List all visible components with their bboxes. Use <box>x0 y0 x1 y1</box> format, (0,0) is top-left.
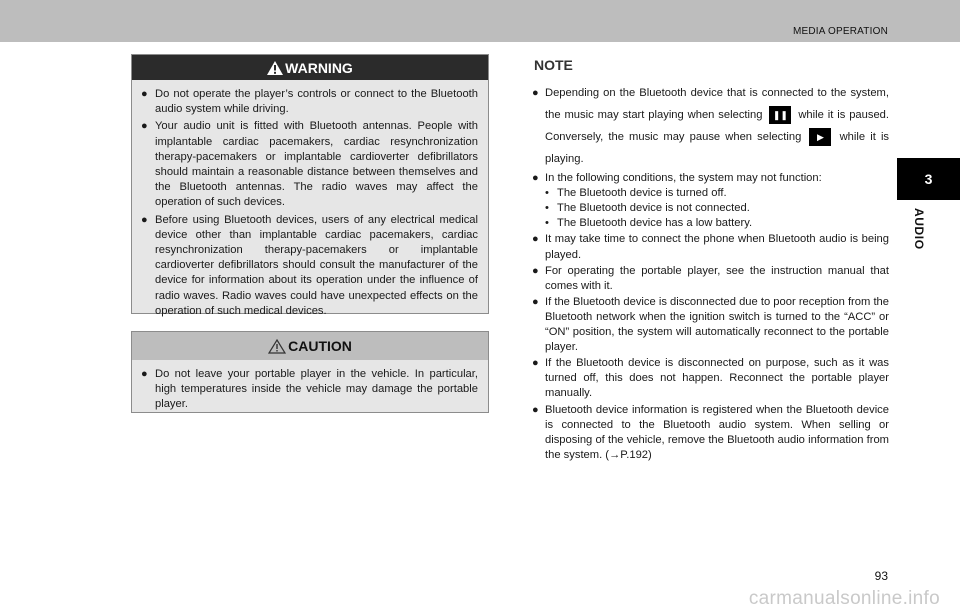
note-item: ● If the Bluetooth device is disconnected on purpose, such as it was turned off, this does not happen. Reconnect the portable player manually. <box>532 356 889 401</box>
caution-title: CAUTION <box>288 338 352 354</box>
warning-item: ● Before using Bluetooth devices, users of any electrical medical device other than implantable cardiac pacemakers, cardiac resynchronization therapy-pacemakers or implantable cardioverter defibrillators should consult the manufacturer of the device for information about its operation under the influence of radio waves. Radio waves could have unexpected effects on the operation of such medical devices. <box>141 213 478 319</box>
warning-box <box>131 54 489 317</box>
caution-box <box>131 331 489 413</box>
bullet-icon: ● <box>141 120 148 133</box>
note-item: ● Bluetooth device information is registered when the Bluetooth device is connected to the Bluetooth audio system. When selling or disposing of the vehicle, remove the Bluetooth audio information from the system. (→P.192) <box>532 403 889 463</box>
warning-item: ● Your audio unit is fitted with Bluetooth antennas. People with implantable cardiac pacemakers, cardiac resynchronization therapy-pacemakers or implantable cardioverter defibrillators should maintain a reasonable distance between themselves and the Bluetooth antennas. The radio waves may affect the operation of such devices. <box>141 119 478 210</box>
watermark: carmanualsonline.info <box>748 588 940 609</box>
warning-item: ● Do not operate the player’s controls or connect to the Bluetooth audio system while driving. <box>141 87 478 117</box>
note-section <box>532 58 889 464</box>
play-icon: ▶ <box>809 128 831 146</box>
bullet-icon: ● <box>141 213 148 226</box>
page-number: 93 <box>874 569 888 583</box>
note-item: ● For operating the portable player, see the instruction manual that comes with it. <box>532 264 889 294</box>
warning-icon <box>267 61 283 75</box>
warning-header <box>132 55 488 80</box>
bullet-icon: ● <box>532 264 539 277</box>
warning-title: WARNING <box>285 59 353 76</box>
bullet-icon: ● <box>532 295 539 308</box>
note-item: ● Depending on the Bluetooth device that is connected to the system, the music may start playing when selecting ❚❚ while it is paused. Conversely, the music may pause when selecting ▶ while it is playing. <box>532 82 889 170</box>
chapter-label: AUDIO <box>912 208 926 250</box>
note-item: ● It may take time to connect the phone when Bluetooth audio is being played. <box>532 232 889 262</box>
sub-item: • The Bluetooth device is turned off. <box>545 187 727 200</box>
bullet-icon: ● <box>532 87 539 100</box>
note-item: ● If the Bluetooth device is disconnected due to poor reception from the Bluetooth network when the ignition switch is turned to the “ACC” or “ON” position, the system will automatically reconnect to the portable player. <box>532 295 889 355</box>
caution-header <box>132 332 488 360</box>
bullet-icon: ● <box>532 172 539 185</box>
note-item: ● In the following conditions, the system may not function: <box>532 171 889 186</box>
bullet-icon: ● <box>532 233 539 246</box>
bullet-icon: ● <box>532 357 539 370</box>
section-title: MEDIA OPERATION <box>792 26 888 37</box>
pause-icon: ❚❚ <box>769 106 791 124</box>
chapter-number: 3 <box>924 171 933 187</box>
caution-item: ● Do not leave your portable player in the vehicle. In particular, high temperatures inside the vehicle may damage the portable player. <box>141 367 478 413</box>
note-title: NOTE <box>534 57 573 73</box>
caution-icon <box>268 339 286 354</box>
chapter-tab[interactable] <box>897 158 960 200</box>
bullet-icon: ● <box>141 88 148 100</box>
sub-item: • The Bluetooth device is not connected. <box>545 202 750 215</box>
sub-item: • The Bluetooth device has a low battery. <box>545 217 753 230</box>
bullet-icon: ● <box>532 403 539 416</box>
bullet-icon: ● <box>141 368 148 380</box>
